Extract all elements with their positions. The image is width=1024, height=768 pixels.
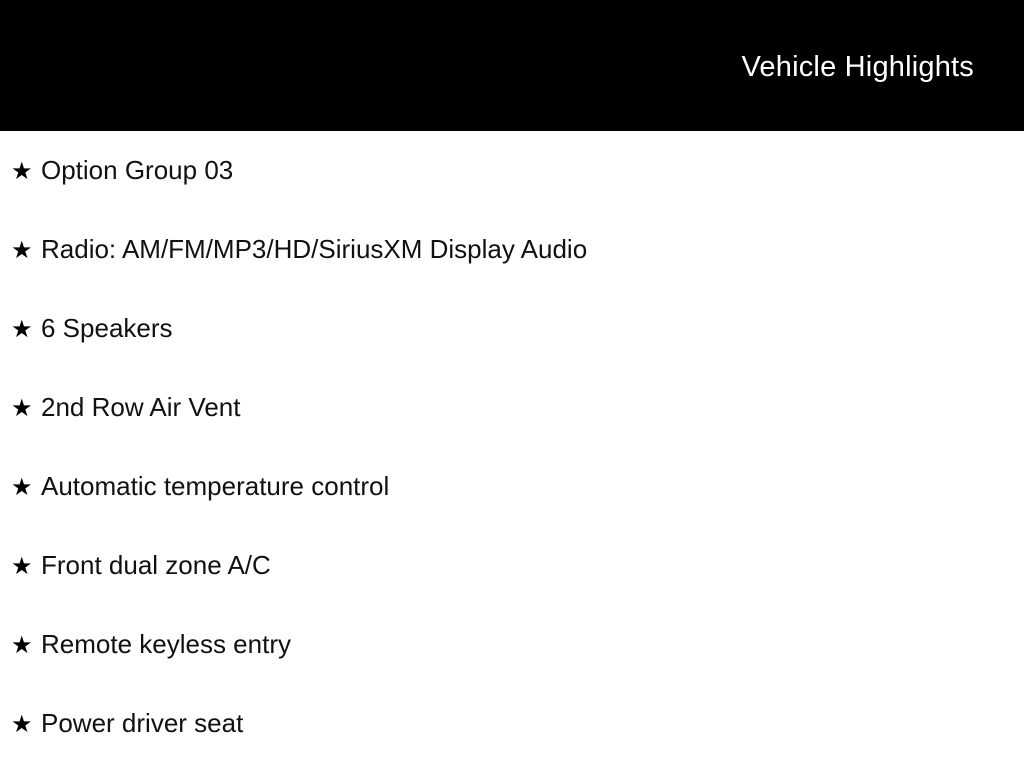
list-item [0,234,1024,313]
list-item [0,155,1024,234]
vehicle-highlights-list [0,131,1024,768]
list-item [0,629,1024,708]
star-icon: ★ [11,711,33,738]
list-item [0,550,1024,629]
star-icon: ★ [11,474,33,501]
page-title: Vehicle Highlights [741,51,974,83]
list-item [0,392,1024,471]
list-item-label: Front dual zone A/C [41,550,271,580]
list-item-label: Automatic temperature control [41,471,390,501]
star-icon: ★ [11,158,33,185]
header-bar [0,0,1024,131]
list-item-label: Option Group 03 [41,155,234,185]
list-item [0,313,1024,392]
star-icon: ★ [11,632,33,659]
list-item [0,708,1024,768]
star-icon: ★ [11,553,33,580]
list-item-label: 6 Speakers [41,313,173,343]
list-item-label: Radio: AM/FM/MP3/HD/SiriusXM Display Audio [41,234,588,264]
star-icon: ★ [11,237,33,264]
list-item-label: 2nd Row Air Vent [41,392,241,422]
star-icon: ★ [11,316,33,343]
star-icon: ★ [11,395,33,422]
list-item [0,471,1024,550]
list-item-label: Remote keyless entry [41,629,291,659]
list-item-label: Power driver seat [41,708,244,738]
